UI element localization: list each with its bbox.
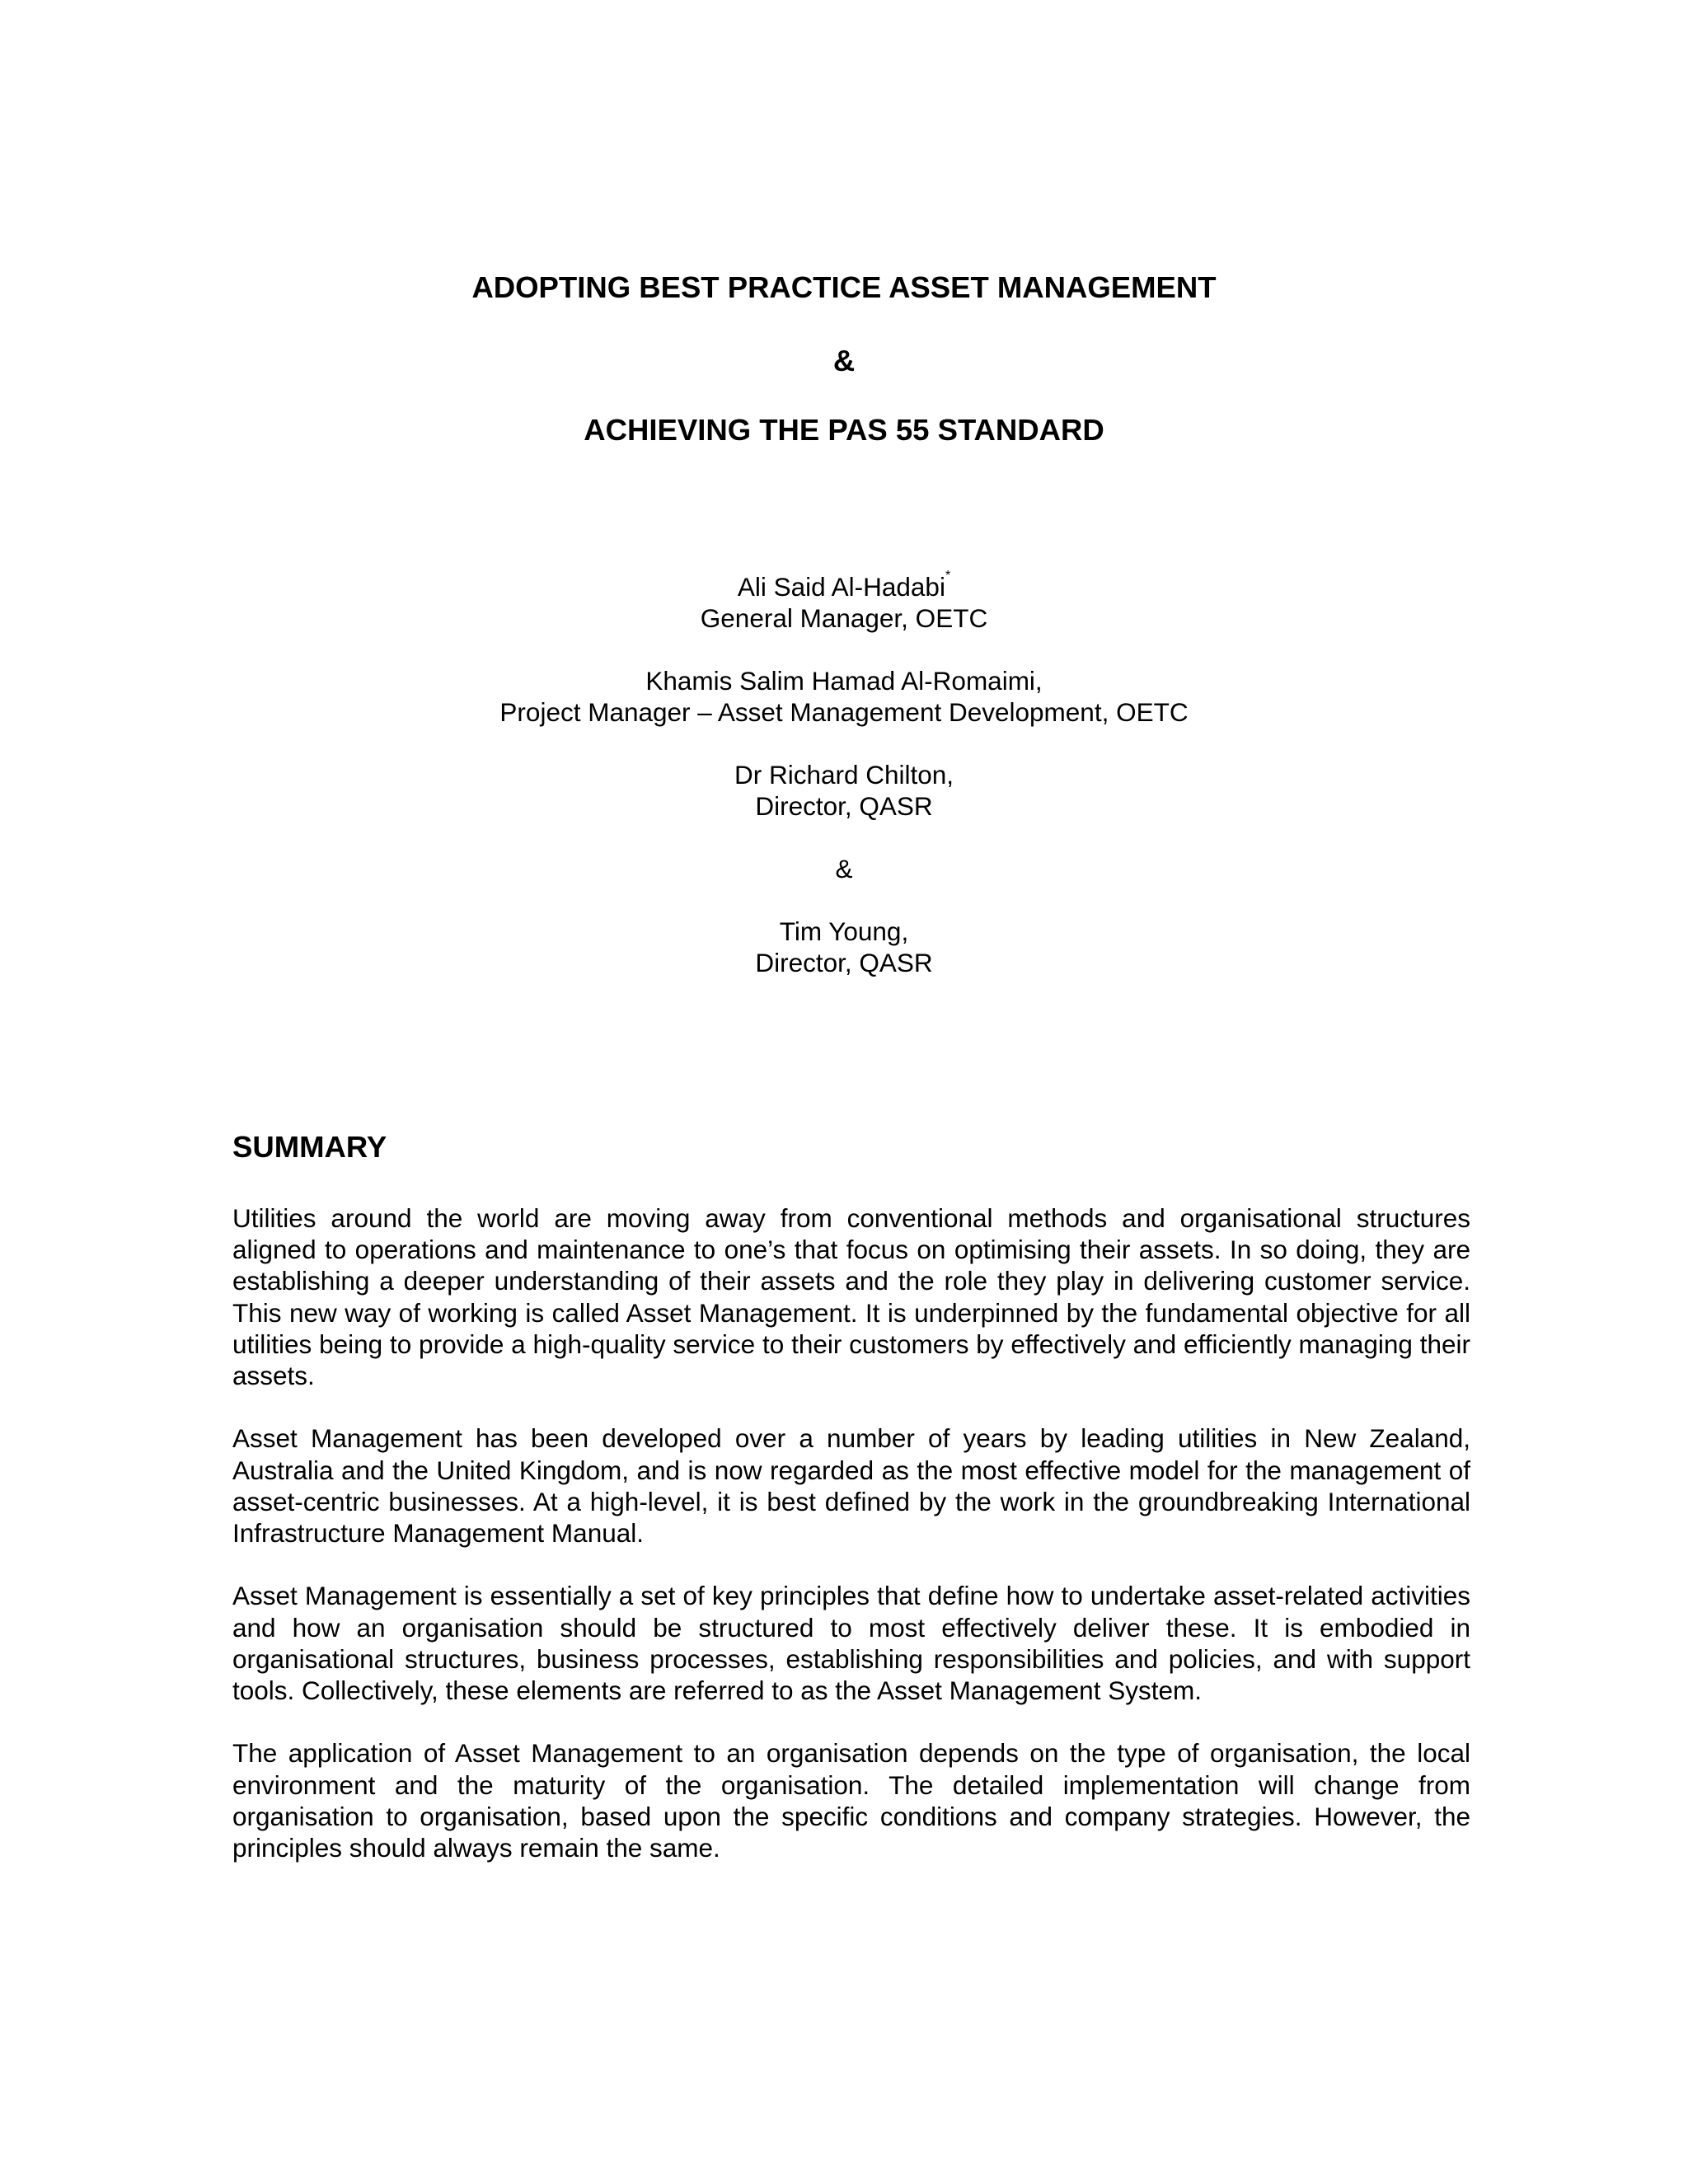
author-name: Dr Richard Chilton, [734,760,954,790]
title-line-1: ADOPTING BEST PRACTICE ASSET MANAGEMENT [471,270,1217,304]
author-2 [0,665,1688,728]
author-role: Director, QASR [755,791,933,821]
title-line-2: ACHIEVING THE PAS 55 STANDARD [584,413,1104,447]
author-3 [0,759,1688,822]
summary-paragraph-2: Asset Management has been developed over a number of years by leading utilities in New Zealand, Australia and the United Kingdom, and is now regarded as the most effective model for the management of asset-centric businesses. At a high-level, it is best defined by the work in the groundbreaking International Infrastructure Management Manual. [232,1423,1470,1549]
author-name: Tim Young, [779,916,909,946]
author-1 [0,571,1688,634]
author-name: Khamis Salim Hamad Al-Romaimi, [645,666,1043,696]
author-list [0,571,1688,1010]
title-ampersand: & [832,344,856,377]
summary-paragraph-4: The application of Asset Management to an organisation depends on the type of organisation, the local environment and the maturity of the organisation. The detailed implementation will change from organisation to organisation, based upon the specific conditions and company strategies. However, the principles should always remain the same. [232,1738,1470,1863]
author-role: Project Manager – Asset Management Development, OETC [499,697,1189,727]
author-name: Ali Said Al-Hadabi [737,572,945,602]
author-4 [0,916,1688,978]
summary-heading: SUMMARY [232,1130,387,1164]
author-role: Director, QASR [755,948,933,977]
summary-paragraph-1: Utilities around the world are moving away from conventional methods and organisational structures aligned to operations and maintenance to one’s that focus on optimising their assets. In so doing, they are establishing a deeper understanding of their assets and the role they play in delivering customer service. This new way of working is called Asset Management. It is underpinned by the fundamental objective for all utilities being to provide a high-quality service to their customers by effectively and efficiently managing their assets. [232,1203,1470,1391]
author-footnote-mark: * [945,569,951,583]
summary-paragraph-3: Asset Management is essentially a set of key principles that define how to undertake asset-related activities and how an organisation should be structured to most effectively deliver these. It is embodied in organisational structures, business processes, establishing responsibilities and policies, and with support tools. Collectively, these elements are referred to as the Asset Management System. [232,1581,1470,1706]
author-role: General Manager, OETC [700,603,988,633]
summary-body [232,1202,1470,1895]
author-separator: & [835,854,853,883]
